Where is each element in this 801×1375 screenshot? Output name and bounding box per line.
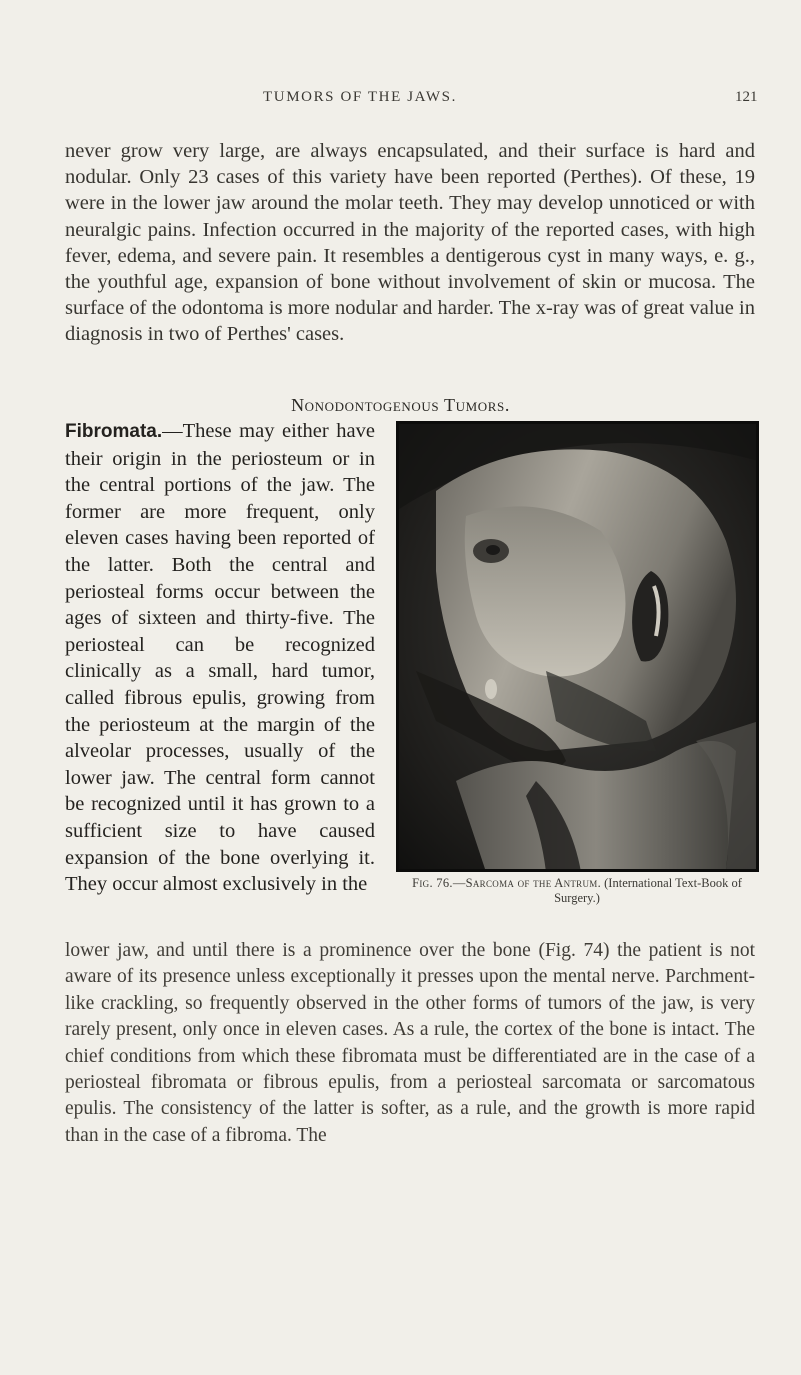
running-head — [0, 89, 801, 111]
sarcoma-photograph — [396, 421, 759, 872]
section-heading: Nonodontogenous Tumors. — [291, 395, 510, 415]
fibromata-heading: Fibromata. — [65, 421, 163, 442]
intro-paragraph: never grow very large, are always encapsulated, and their surface is hard and nodular. Only 23 cases of this variety have been reported (Perthes). Of these, 19 were in the lower jaw around the molar teeth. They may develop unnoticed or with neuralgic pains. Infection occurred in the majority of the reported cases, with high fever, edema, and severe pain. It resembles a dentigerous cyst in many ways, e. g., the youthful age, expansion of bone without involvement of skin or mucosa. The surface of the odontoma is more nodular and harder. The x-ray was of great value in diagnosis in two of Perthes' cases. — [65, 140, 755, 346]
figure-source: (International Text-Book of Surgery.) — [554, 876, 742, 905]
running-title: TUMORS OF THE JAWS. — [263, 89, 457, 105]
figure-label: Fig. 76.—Sarcoma of the Antrum. — [412, 876, 602, 890]
figure-76 — [391, 421, 763, 913]
page-number: 121 — [735, 89, 758, 105]
fibromata-text: —These may either have their origin in the periosteum or in the central portions of the jaw. The former are more frequent, only eleven cases having been reported of the latter. Both the central and periosteal forms occur between the ages of sixteen and thirty-five. The periosteal can be recognized clinically as a small, hard tumor, called fibrous epulis, growing from the periosteum at the margin of the alveolar processes, usually of the lower jaw. The central form cannot be recognized until it has grown to a sufficient size to have caused expansion of the bone overlying it. They occur almost exclusively in the — [65, 420, 375, 896]
figure-caption — [391, 876, 763, 906]
continuation-paragraph: lower jaw, and until there is a prominence over the bone (Fig. 74) the patient is not aware of its presence unless exceptionally it presses upon the mental nerve. Parchment-like crackling, so frequently observed in the other forms of tumors of the jaw, is very rarely present, only once in eleven cases. As a rule, the cortex of the bone is intact. The chief conditions from which these fibromata must be differentiated are in the case of a periosteal fibromata or fibrous epulis, from a periosteal sarcomata or sarcomatous epulis. The consistency of the latter is softer, as a rule, and the growth is more rapid than in the case of a fibroma. The — [65, 940, 755, 1146]
fibromata-paragraph — [65, 418, 755, 915]
